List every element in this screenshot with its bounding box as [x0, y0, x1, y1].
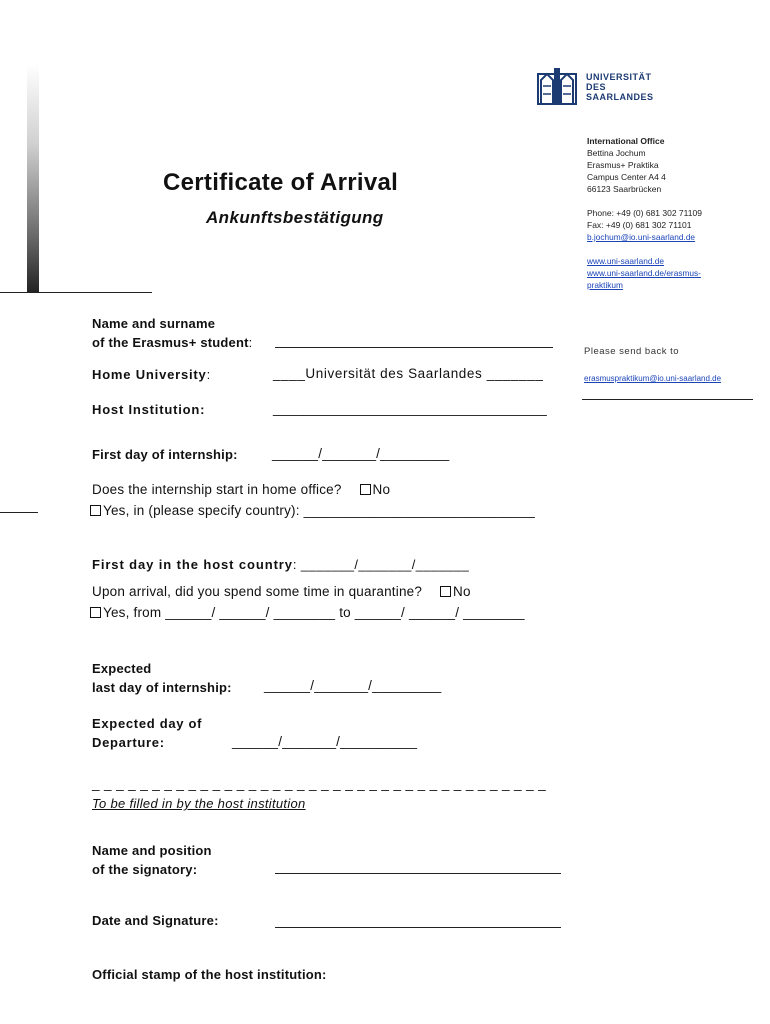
contact-phone: Phone: +49 (0) 681 302 71109 — [587, 208, 702, 218]
home-office-yes-label: Yes, in (please specify country): — [103, 503, 304, 518]
home-office-question-text: Does the internship start in home office? — [92, 482, 342, 497]
contact-campus: Campus Center A4 4 — [587, 172, 666, 182]
home-office-yes-checkbox[interactable] — [90, 505, 101, 516]
quarantine-yes — [90, 605, 525, 620]
quarantine-yes-dates-field[interactable]: Yes, from ______/ ______/ ________ to ______/ ______/ ________ — [103, 605, 525, 620]
home-office-no-checkbox[interactable] — [360, 484, 371, 495]
expected-last-day-label — [92, 659, 232, 697]
name-label — [92, 314, 252, 352]
host-country-first-day — [92, 557, 469, 572]
home-office-yes — [90, 503, 535, 518]
erasmus-link[interactable]: www.uni-saarland.de/erasmus- — [587, 268, 701, 278]
signatory-label-line1: Name and position — [92, 843, 212, 858]
home-office-no-label: No — [372, 482, 391, 497]
quarantine-no-checkbox[interactable] — [440, 586, 451, 597]
home-office-country-field[interactable]: ______________________________ — [303, 503, 535, 518]
quarantine-question-text: Upon arrival, did you spend some time in quarantine? — [92, 584, 423, 599]
expected-departure-label — [92, 714, 202, 752]
host-country-date-field[interactable]: : _______/_______/_______ — [292, 557, 470, 572]
official-stamp-label: Official stamp of the host institution: — [92, 967, 327, 982]
first-day-field[interactable]: ______/_______/_________ — [272, 446, 450, 461]
logo-line-3: SAARLANDES — [586, 92, 654, 102]
home-university-field[interactable]: ____Universität des Saarlandes _______ — [273, 366, 544, 381]
home-office-question — [92, 482, 390, 497]
page-title: Certificate of Arrival — [163, 169, 399, 196]
date-signature-field[interactable] — [275, 927, 561, 928]
university-seal-icon — [537, 66, 577, 108]
left-rule-top — [0, 292, 152, 293]
name-label-colon: : — [248, 335, 253, 350]
logo-line-1: UNIVERSITÄT — [586, 72, 652, 82]
name-label-line2: of the Erasmus+ student — [92, 335, 249, 350]
host-institution-field[interactable]: ____________________________________ — [273, 401, 547, 416]
expected-last-day-field[interactable]: ______/_______/_________ — [264, 678, 442, 693]
first-day-label: First day of internship: — [92, 447, 238, 462]
host-fill-heading: To be filled in by the host institution — [92, 796, 306, 811]
name-label-line1: Name and surname — [92, 316, 216, 331]
contact-email-link[interactable]: b.jochum@io.uni-saarland.de — [587, 232, 696, 242]
home-university-label — [92, 367, 211, 382]
host-country-label: First day in the host country — [92, 557, 293, 572]
logo-line-2: DES — [586, 82, 607, 92]
expected-departure-line2: Departure: — [92, 735, 165, 750]
page-subtitle: Ankunftsbestätigung — [206, 208, 384, 227]
contact-office: International Office — [587, 136, 665, 146]
erasmus-link-cont[interactable]: praktikum — [587, 280, 623, 290]
home-university-label-text: Home University — [92, 367, 207, 382]
contact-name: Bettina Jochum — [587, 148, 646, 158]
date-signature-label: Date and Signature: — [92, 913, 219, 928]
expected-last-day-line1: Expected — [92, 661, 152, 676]
send-back-rule — [582, 399, 753, 400]
expected-departure-field[interactable]: ______/_______/__________ — [232, 734, 418, 749]
expected-last-day-line2: last day of internship: — [92, 680, 232, 695]
website-link[interactable]: www.uni-saarland.de — [587, 256, 665, 266]
left-gradient-bar — [27, 64, 39, 293]
expected-departure-line1: Expected day of — [92, 716, 203, 731]
university-name — [586, 72, 654, 102]
contact-block — [587, 135, 702, 291]
home-university-colon: : — [206, 367, 212, 382]
host-institution-label: Host Institution: — [92, 402, 206, 417]
send-back-label: Please send back to — [584, 346, 680, 357]
signatory-label — [92, 841, 212, 879]
quarantine-no-label: No — [453, 584, 471, 599]
contact-fax: Fax: +49 (0) 681 302 71101 — [587, 220, 692, 230]
send-back-email-link[interactable]: erasmuspraktikum@io.uni-saarland.de — [584, 374, 722, 383]
contact-dept: Erasmus+ Praktika — [587, 160, 659, 170]
contact-city: 66123 Saarbrücken — [587, 184, 662, 194]
signatory-field[interactable] — [275, 873, 561, 874]
name-field[interactable] — [275, 347, 553, 348]
left-rule-middle — [0, 512, 38, 513]
quarantine-yes-checkbox[interactable] — [90, 607, 101, 618]
dashed-separator: _ _ _ _ _ _ _ _ _ _ _ _ _ _ _ _ _ _ _ _ _ _ _ _ _ _ _ _ _ _ _ _ _ _ _ _ _ _ — [92, 776, 547, 791]
signatory-label-line2: of the signatory: — [92, 862, 198, 877]
university-logo — [537, 66, 577, 113]
quarantine-question — [92, 584, 471, 599]
